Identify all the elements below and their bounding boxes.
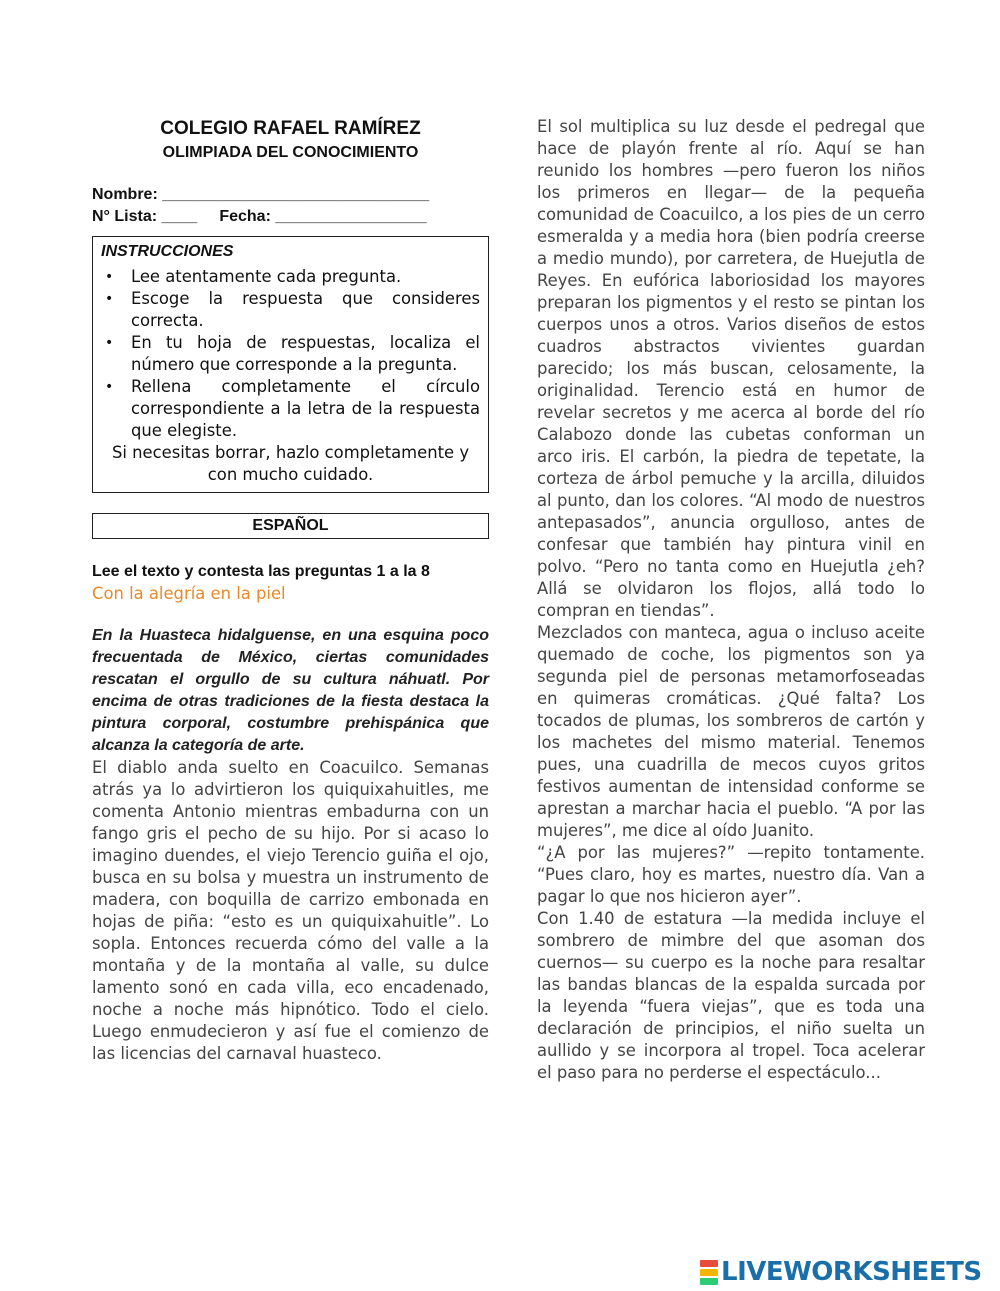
instruction-item: • En tu hoja de respuestas, localiza el número que corresponde a la pregunta. (123, 332, 480, 376)
instruction-item: • Lee atentamente cada pregunta. (123, 266, 480, 288)
logo-text: LIVEWORKSHEETS (721, 1257, 982, 1287)
event-title: OLIMPIADA DEL CONOCIMIENTO (162, 144, 419, 161)
reading-paragraph: El sol multiplica su luz desde el pedregal que hace de playón frente al río. Aquí se han reunido los hombres —pero fueron los niños los primeros en llegar— de la pequeña comunidad de Coacuilco, a los pies de un cerro esmeralda y a media hora (bien podría creerse a medio mundo), por carretera, de Huejutla de Reyes. En eufórica laboriosidad los mayores preparan los pigmentos y el resto se pintan los cuerpos unos a otros. Varios diseños de estos cuadros abstractos vivientes guardan parecido; los más buscan, celosamente, la originalidad. Terencio está en humor de revelar secretos y me acerca al borde del río Calabozo donde las cubetas conforman un arco iris. El carbón, la piedra de tepetate, la corteza de árbol pemuche y la arcilla, diluidos al punto, dan los colores. “Al modo de nuestros antepasados”, anuncia orgulloso, antes de confesar que también hay pintura vinil en polvo. “Pero no tanta como en Huejutla ¿eh? Allá se olvidaron los flojos, allá todo lo compran en tiendas”. (537, 117, 925, 620)
reading-lead: Lee el texto y contesta las preguntas 1 a la 8 (92, 563, 430, 580)
reading-paragraph: “¿A por las mujeres?” —repito tontamente. “Pues claro, hoy es martes, nuestro día. Van a pagar lo que nos hicieron ayer”. (537, 843, 925, 906)
liveworksheets-logo (700, 1257, 982, 1287)
instruction-item: • Rellena completamente el círculo correspondiente a la letra de la respuesta que elegiste. (123, 376, 480, 442)
instruction-item: • Escoge la respuesta que consideres correcta. (123, 288, 480, 332)
instructions-note: Si necesitas borrar, hazlo completamente y con mucho cuidado. (111, 443, 470, 484)
liveworksheets-logo-icon (700, 1259, 718, 1286)
reading-title: Con la alegría en la piel (92, 584, 286, 603)
left-column (92, 118, 489, 1065)
list-date-field: N° Lista: ____ Fecha: _________________ (92, 208, 427, 225)
instructions-title: INSTRUCCIONES (101, 243, 234, 260)
reading-paragraph: El diablo anda suelto en Coacuilco. Semanas atrás ya lo advirtieron los quiquixahuitles, me comenta Antonio mientras embadurna con un fango gris el pecho de su hijo. Por si acaso lo imagino duendes, el viejo Terencio guiña el ojo, busca en su bolsa y muestra un instrumento de madera, con boquilla de carrizo embonada en hojas de piña: “esto es un quiquixahuitle”. Lo sopla. Entonces recuerda cómo del valle a la montaña y de la montaña al valle, su dulce lamento sonó en cada villa, eco encadenado, noche a noche más hipnótico. Todo el cielo. Luego enmudecieron y así fue el comienzo de las licencias del carnaval huasteco. (92, 758, 489, 1063)
reading-paragraph: Mezclados con manteca, agua o incluso aceite quemado de coche, los pigmentos son ya segunda piel de personas metamorfoseadas en quimeras cromáticas. ¿Qué falta? Los tocados de plumas, los sombreros de cartón y los machetes del mismo material. Tenemos pues, una cuadrilla de mecos cuyos gritos festivos aumentan de intensidad conforme se aprestan a marchar hacia el pueblo. “A por las mujeres”, me dice al oído Juanito. (537, 623, 925, 840)
reading-intro: En la Huasteca hidalguense, en una esquina poco frecuentada de México, ciertas comunidades rescatan el orgullo de su cultura náhuatl. Por encima de otras tradiciones de la fiesta destaca la pintura corporal, costumbre prehispánica que alcanza la categoría de arte. (92, 627, 489, 754)
instructions-box (92, 236, 489, 493)
instructions-list (101, 266, 480, 442)
section-header: ESPAÑOL (92, 513, 489, 539)
name-field: Nombre: ______________________________ (92, 186, 430, 203)
reading-paragraph: Con 1.40 de estatura —la medida incluye el sombrero de mimbre del que asoman dos cuernos— su cuerpo es la noche para resaltar las bandas blancas de la espalda surcada por la leyenda “fuera viejas”, que es toda una declaración de principios, el niño suelta un aullido y se incorpora al tropel. Toca acelerar el paso para no perderse el espectáculo... (537, 909, 925, 1082)
school-title: COLEGIO RAFAEL RAMÍREZ (160, 118, 421, 139)
right-column (537, 116, 925, 1084)
